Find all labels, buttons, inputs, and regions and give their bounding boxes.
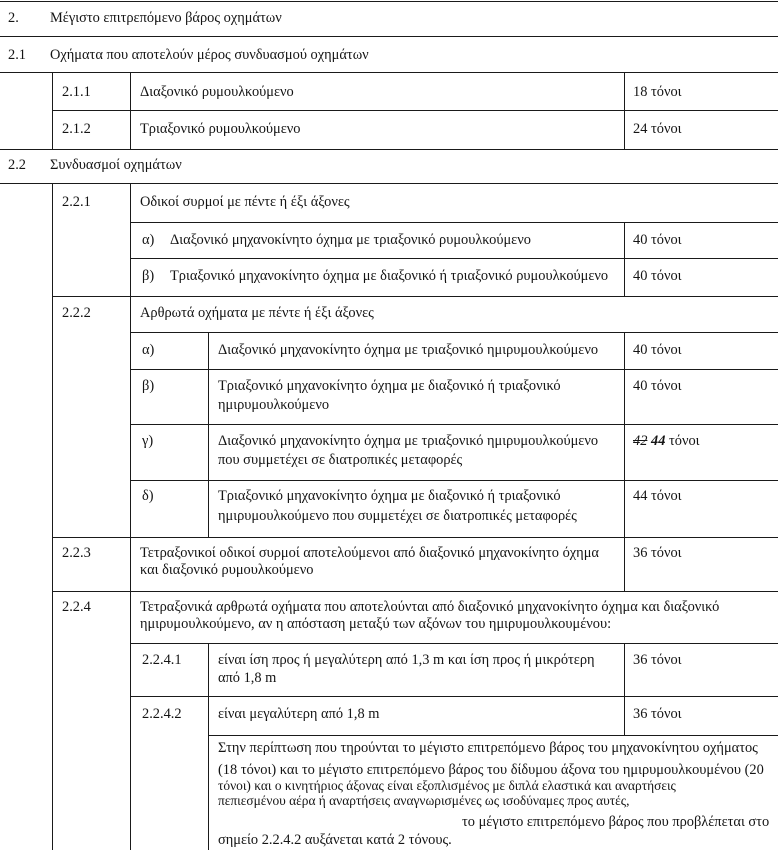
row-border [0,36,778,37]
subsection-number: 2.1 [8,47,26,63]
case-description: είναι μεγαλύτερη από 1,8 m [218,706,380,722]
subsection-title: Συνδυασμοί οχημάτων [50,157,182,173]
row-border [0,149,778,150]
row-border [52,110,778,111]
row-description: Τετραξονικοί οδικοί συρμοί αποτελούμενοι από διαξονικό μηχανοκίνητο όχημα [140,545,599,561]
row-max-weight: 24 τόνοι [633,121,682,137]
item-label: γ) [142,433,154,449]
row-max-weight: 36 τόνοι [633,545,682,561]
row-border [0,72,778,73]
row-border [130,332,778,333]
column-border [624,643,625,736]
inserted-value: 44 [651,433,666,449]
row-border [208,735,778,736]
subsection-title: Οχήματα που αποτελούν μέρος συνδυασμού οχημάτων [50,47,369,63]
row-border [130,643,778,644]
row-heading: Τετραξονικά αρθρωτά οχήματα που αποτελούνται από διαξονικό μηχανοκίνητο όχημα και διαξονικό [140,599,720,615]
row-description: και διαξονικό ρυμουλκούμενο [140,562,314,578]
column-border [208,332,209,538]
row-number: 2.1.2 [62,121,91,137]
item-label: β) [142,378,155,394]
row-border [130,480,778,481]
weight-unit: τόνοι [669,433,700,449]
case-number: 2.2.4.1 [142,652,182,668]
column-border [208,643,209,850]
row-border [130,424,778,425]
item-description: Τριαξονικό μηχανοκίνητο όχημα με διαξονικό ή τριαξονικό [218,378,561,394]
item-description: Διαξονικό μηχανοκίνητο όχημα με τριαξονικό ημιρυμουλκούμενο [218,342,599,358]
item-description: Τριαξονικό μηχανοκίνητο όχημα με διαξονικό ή τριαξονικό ρυμουλκούμενο [170,268,609,284]
section-title: Μέγιστο επιτρεπόμενο βάρος οχημάτων [50,10,282,26]
row-border [130,369,778,370]
row-description: Διαξονικό ρυμουλκούμενο [140,84,294,100]
row-border [130,222,778,223]
note-line: σημείο 2.2.4.2 αυξάνεται κατά 2 τόνους. [218,832,452,848]
item-description: Διαξονικό μηχανοκίνητο όχημα με τριαξονικό ρυμουλκούμενο [170,232,531,248]
case-max-weight: 36 τόνοι [633,706,682,722]
row-border [0,183,778,184]
column-border [624,332,625,538]
case-number: 2.2.4.2 [142,706,182,722]
row-number: 2.2.4 [62,599,91,615]
item-description: ημιρυμουλκούμενο που συμμετέχει σε διατροπικές μεταφορές [218,508,577,524]
case-description: από 1,8 m [218,670,277,686]
item-max-weight: 40 τόνοι [633,232,682,248]
row-max-weight: 18 τόνοι [633,84,682,100]
item-max-weight: 40 τόνοι [633,268,682,284]
column-border [624,72,625,150]
case-description: είναι ίση προς ή μεγαλύτερη από 1,3 m και ίση προς ή μικρότερη [218,652,595,668]
item-label: δ) [142,488,154,504]
subsection-number: 2.2 [8,157,26,173]
row-number: 2.1.1 [62,84,91,100]
item-max-weight: 40 τόνοι [633,378,682,394]
item-max-weight: 44 τόνοι [633,488,682,504]
row-border [130,696,778,697]
row-border [52,296,778,297]
row-description: Τριαξονικό ρυμουλκούμενο [140,121,301,137]
row-border [130,258,778,259]
item-label: α) [142,342,155,358]
column-border [130,183,131,850]
column-border [52,183,53,850]
note-line: πεπιεσμένου αέρα ή αναρτήσεις αναγνωρισμένες ως ισοδύναμες προς αυτές, [218,793,630,808]
item-label: β) [142,268,155,284]
row-heading: ημιρυμουλκούμενο, αν η απόσταση μεταξύ των αξόνων του ημιρυμουλκουμένου: [140,616,612,632]
column-border [130,72,131,150]
column-border [624,537,625,592]
note-line: το μέγιστο επιτρεπόμενο βάρος που προβλέπεται στο [462,814,770,830]
note-line: (18 τόνοι) και το μέγιστο επιτρεπόμενο βάρος του δίδυμου άξονα του ημιρυμουλκουμένου (20 [218,762,764,778]
row-heading: Οδικοί συρμοί με πέντε ή έξι άξονες [140,194,350,210]
note-line: τόνοι) και ο κινητήριος άξονας είναι εξοπλισμένος με διπλά ελαστικά και αναρτήσεις [218,778,676,793]
deleted-value: 42 [633,433,648,449]
item-max-weight-amended [633,432,773,450]
column-border [624,222,625,297]
item-description: που συμμετέχει σε διατροπικές μεταφορές [218,452,463,468]
item-description: ημιρυμουλκούμενο [218,397,330,413]
item-description: Διαξονικό μηχανοκίνητο όχημα με τριαξονικό ημιρυμουλκούμενο [218,433,599,449]
row-number: 2.2.2 [62,305,91,321]
column-border [52,72,53,150]
case-max-weight: 36 τόνοι [633,652,682,668]
item-max-weight: 40 τόνοι [633,342,682,358]
item-description: Τριαξονικό μηχανοκίνητο όχημα με διαξονικό ή τριαξονικό [218,488,561,504]
row-border [52,591,778,592]
row-number: 2.2.1 [62,194,91,210]
row-border [52,537,778,538]
row-number: 2.2.3 [62,545,91,561]
item-label: α) [142,232,155,248]
section-number: 2. [8,10,19,26]
note-line: Στην περίπτωση που τηρούνται το μέγιστο επιτρεπόμενο βάρος του μηχανοκίνητου οχήματος [218,740,758,756]
row-border [0,1,778,2]
row-heading: Αρθρωτά οχήματα με πέντε ή έξι άξονες [140,305,374,321]
